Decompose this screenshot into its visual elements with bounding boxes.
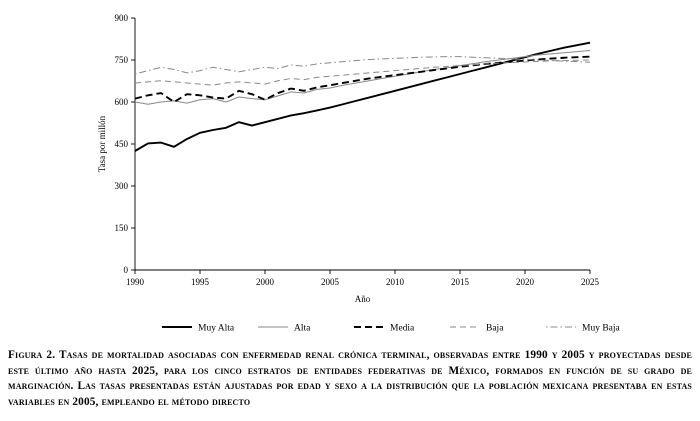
axis-ticks bbox=[131, 18, 590, 274]
x-axis-title: Año bbox=[354, 294, 371, 304]
x-tick-label: 2020 bbox=[516, 277, 534, 287]
legend-label: Muy Baja bbox=[582, 323, 620, 334]
legend-label: Baja bbox=[486, 323, 504, 334]
x-tick-label: 1995 bbox=[191, 277, 209, 287]
data-series bbox=[135, 43, 590, 151]
y-tick-label: 300 bbox=[114, 181, 128, 192]
figure-caption: Figura 2. Tasas de mortalidad asociadas con enfermedad renal crónica terminal, observadas entre 1990 y 2005 y proyectadas desde este último año hasta 2025, para los cinco estratos de entidades federativas de México, formados en función de su grado de marginación. Las tasas presentadas están ajustadas por edad y sexo a la distribución que la población mexicana presentaba en estas variables en 2005, empleando el método directo bbox=[8, 349, 692, 408]
x-tick-label: 2005 bbox=[321, 277, 339, 287]
y-tick-label: 600 bbox=[114, 97, 128, 108]
series-line-muy-baja bbox=[135, 57, 590, 74]
series-line-media bbox=[135, 57, 590, 102]
y-axis-title: Tasa por millón bbox=[97, 115, 107, 173]
y-axis-tick-labels bbox=[115, 13, 129, 275]
legend-label: Muy Alta bbox=[198, 323, 235, 334]
y-tick-label: 150 bbox=[114, 223, 128, 234]
y-tick-label: 900 bbox=[114, 13, 128, 24]
y-tick-label: 450 bbox=[114, 139, 128, 150]
legend-label: Alta bbox=[294, 323, 311, 334]
x-tick-label: 1990 bbox=[126, 277, 144, 287]
y-tick-label: 0 bbox=[123, 265, 128, 276]
y-tick-label: 750 bbox=[114, 55, 128, 66]
x-axis-tick-labels bbox=[126, 277, 600, 287]
legend-label: Media bbox=[390, 323, 415, 334]
x-tick-label: 2015 bbox=[451, 277, 469, 287]
x-tick-label: 2010 bbox=[386, 277, 404, 287]
series-line-muy-alta bbox=[135, 43, 590, 151]
x-tick-label: 2000 bbox=[256, 277, 274, 287]
chart-legend bbox=[162, 323, 621, 333]
x-tick-label: 2025 bbox=[581, 277, 599, 287]
axes bbox=[135, 18, 590, 270]
